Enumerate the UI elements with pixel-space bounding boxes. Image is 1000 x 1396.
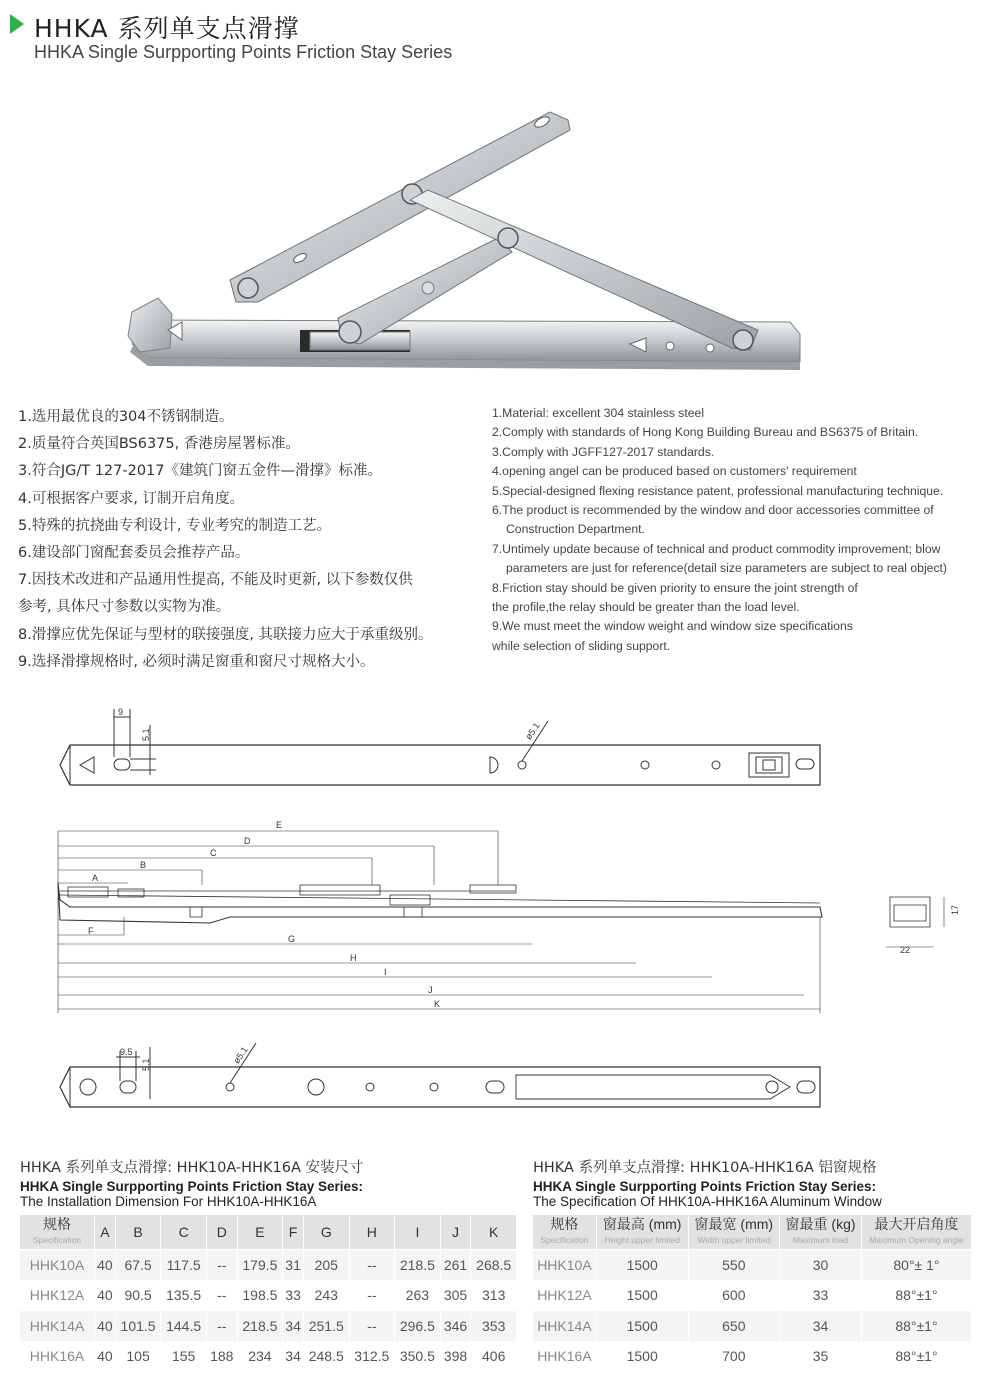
spec-cell: 1500 [597,1342,688,1372]
install-col-header: C [161,1215,206,1249]
rivet-3 [339,321,361,343]
dimension-cell: 218.5 [395,1250,440,1280]
dim-top-slot-h: 5.1 [141,728,151,741]
dimension-cell: 350.5 [395,1342,440,1372]
spec-cell: 88°±1° [862,1342,971,1372]
spec-col-header [597,1215,688,1249]
sash-arm [230,112,570,302]
spec-cell: 30 [780,1250,861,1280]
spec-col-header [780,1215,861,1249]
spec-col-header-sub: Maximum Opening angle [869,1235,964,1245]
drawing-profile-section [886,897,960,955]
feature-en-item: 8.Friction stay should be given priority to ensure the joint strength of [492,580,858,595]
feature-cn-item: 3.符合JG/T 127-2017《建筑门窗五金件—滑撑》标准。 [18,463,383,480]
track-hole-2 [706,344,714,352]
dimension-cell: -- [350,1281,395,1311]
spec-cell: 600 [689,1281,780,1311]
dimension-cell: 268.5 [471,1250,516,1280]
model-cell: HHK16A [533,1342,596,1372]
install-col-header: K [471,1215,516,1249]
install-col-header: E [238,1215,283,1249]
support-arm-logo [422,282,434,294]
table-row [20,1281,516,1311]
dimension-cell: 135.5 [161,1281,206,1311]
dimension-cell: 346 [441,1311,471,1341]
dimension-cell: 353 [471,1311,516,1341]
feature-en-item: 2.Comply with standards of Hong Kong Building Bureau and BS6375 of Britain. [492,425,919,440]
spec-col-header [533,1215,596,1249]
table-row [20,1250,516,1280]
spec-col-header-sub: Height upper limited [604,1235,680,1245]
dimension-cell: 40 [95,1281,115,1311]
spec-table-title [533,1156,882,1209]
spec-table-title-en2: The Specification Of HHK10A-HHK16A Aluminum Window [533,1194,882,1209]
feature-cn-item: 8.滑撑应优先保证与型材的联接强度, 其联接力应大于承重级别。 [18,626,433,643]
install-dimension-table [19,1214,517,1372]
dim-letter-h: H [350,953,357,963]
dim-letter-d: D [244,836,251,846]
dimension-cell: 296.5 [395,1311,440,1341]
table-row [20,1342,516,1372]
model-cell: HHK12A [533,1281,596,1311]
spec-cell: 550 [689,1250,780,1280]
install-col-header: F [283,1215,303,1249]
feature-en-item: 5.Special-designed flexing resistance patent, professional manufacturing technique. [492,483,944,498]
dim-letter-c: C [210,848,217,858]
dim-profile-height: 17 [950,904,960,915]
spec-col-header-main: 规格 [550,1216,579,1232]
dimension-cell: 248.5 [304,1342,349,1372]
dimension-cell: 40 [95,1311,115,1341]
feature-en-item: Construction Department. [506,522,645,537]
dimension-cell: 40 [95,1342,115,1372]
spec-col-header [689,1215,780,1249]
dim-letter-b: B [140,860,147,870]
feature-en-item: 7.Untimely update because of technical and product commodity improvement; blow [492,541,941,556]
dimension-cell: 251.5 [304,1311,349,1341]
dim-top-hole: ø5.1 [523,720,542,742]
feature-cn-item: 2.质量符合英国BS6375, 香港房屋署标准。 [18,436,300,453]
model-cell: HHK12A [20,1281,94,1311]
install-spec-sub: Specification [32,1235,82,1245]
spec-cell: 88°±1° [862,1281,971,1311]
features-en-list [492,404,988,656]
spec-col-header-main: 窗最重 (kg) [785,1216,856,1232]
spec-table-title-en1: HHKA Single Surpporting Points Friction Stay Series: [533,1179,877,1194]
dim-letter-a: A [92,873,99,883]
table-row [533,1342,971,1372]
dimension-cell: 155 [161,1342,206,1372]
features-cn-list [18,404,488,676]
dimension-cell: 34 [283,1311,303,1341]
spec-cell: 80°± 1° [862,1250,971,1280]
spec-col-header-main: 窗最高 (mm) [602,1216,682,1232]
dimension-cell: 117.5 [161,1250,206,1280]
feature-en-item: 6.The product is recommended by the window and door accessories committee of [492,503,934,518]
spec-cell: 88°±1° [862,1311,971,1341]
window-spec-table [532,1214,972,1372]
install-col-header: J [441,1215,471,1249]
feature-cn-item: 9.选择滑撑规格时, 必须时满足窗重和窗尺寸规格大小。 [18,653,375,670]
model-cell: HHK14A [533,1311,596,1341]
feature-en-item: parameters are just for reference(detail size parameters are subject to real object) [506,561,947,576]
dimension-cell: -- [207,1311,237,1341]
dimension-cell: 105 [116,1342,161,1372]
title-arrow-icon [10,14,24,34]
spec-col-header-sub: Maximum load [792,1235,849,1245]
dimension-cell: 263 [395,1281,440,1311]
dimension-cell: 312.5 [350,1342,395,1372]
model-cell: HHK16A [20,1342,94,1372]
spec-cell: 34 [780,1311,861,1341]
table-row [533,1311,971,1341]
install-col-header: A [95,1215,115,1249]
install-table-title-cn: HHKA 系列单支点滑撑: HHK10A-HHK16A 安装尺寸 [20,1160,364,1176]
spec-cell: 35 [780,1342,861,1372]
dim-letter-g: G [288,934,296,944]
spec-table-header-row [533,1215,971,1249]
spec-col-header-sub: Specification [540,1235,589,1245]
rivet-1 [238,278,258,298]
table-row [20,1311,516,1341]
dimension-cell: -- [350,1311,395,1341]
dim-letter-f: F [88,926,94,936]
dimension-cell: 34 [283,1342,303,1372]
dimension-cell: 243 [304,1281,349,1311]
drawing-side-view [58,820,822,1013]
page-title-en: HHKA Single Surpporting Points Friction Stay Series [34,42,453,62]
feature-cn-item: 6.建设部门窗配套委员会推荐产品。 [18,545,250,562]
dimension-cell: 188 [207,1342,237,1372]
track-hole [666,342,674,350]
track-end-stopper [128,298,172,352]
dimension-cell: 33 [283,1281,303,1311]
install-col-header: D [207,1215,237,1249]
dimension-cell: 31 [283,1250,303,1280]
rivet-4 [498,228,518,248]
model-cell: HHK10A [533,1250,596,1280]
drawing-bottom-view [60,1043,820,1107]
spec-cell: 1500 [597,1311,688,1341]
install-table-title [20,1156,363,1209]
table-row [533,1281,971,1311]
feature-en-item: 1.Material: excellent 304 stainless steel [492,406,705,420]
install-col-header: B [116,1215,161,1249]
dimension-cell: 406 [471,1342,516,1372]
dim-bottom-hole: ø5.1 [231,1044,250,1066]
dimension-cell: 218.5 [238,1311,283,1341]
dim-bottom-slot-h: 5.1 [141,1058,151,1071]
feature-en-item: while selection of sliding support. [492,638,671,653]
spec-col-header-main: 最大开启角度 [874,1216,959,1232]
dimension-cell: 234 [238,1342,283,1372]
dimension-cell: 67.5 [116,1250,161,1280]
spec-cell: 1500 [597,1250,688,1280]
table-row [533,1250,971,1280]
rivet-5 [733,330,753,350]
install-spec-header [20,1215,94,1249]
spec-cell: 650 [689,1311,780,1341]
feature-en-item: 3.Comply with JGFF127-2017 standards. [492,444,715,459]
dim-letter-i: I [384,967,387,977]
dim-bottom-slot-w: 9.5 [120,1047,133,1057]
page-title-cn: HHKA 系列单支点滑撑 [34,14,300,43]
dim-letter-k: K [434,999,441,1009]
install-table-title-en1: HHKA Single Surpporting Points Friction Stay Series: [20,1179,364,1194]
feature-cn-item: 参考, 具体尺寸参数以实物为准。 [18,599,231,616]
install-table-header-row [20,1215,516,1249]
spec-table-title-cn: HHKA 系列单支点滑撑: HHK10A-HHK16A 铝窗规格 [533,1160,877,1176]
spec-cell: 33 [780,1281,861,1311]
feature-en-item: 9.We must meet the window weight and window size specifications [492,619,853,634]
feature-cn-item: 7.因技术改进和产品通用性提高, 不能及时更新, 以下参数仅供 [18,572,413,589]
spec-col-header-main: 窗最宽 (mm) [694,1216,774,1232]
install-col-header: I [395,1215,440,1249]
model-cell: HHK10A [20,1250,94,1280]
dimension-cell: 101.5 [116,1311,161,1341]
install-col-header: H [350,1215,395,1249]
feature-en-item: the profile,the relay should be greater than the load level. [492,600,800,615]
dimension-cell: 90.5 [116,1281,161,1311]
spec-cell: 1500 [597,1281,688,1311]
dim-letter-j: J [428,985,433,995]
install-table-title-en2: The Installation Dimension For HHK10A-HHK16A [20,1194,317,1209]
spec-col-header [862,1215,971,1249]
feature-en-item: 4.opening angel can be produced based on customers' requirement [492,464,857,479]
technical-drawing [0,695,1000,1125]
dimension-cell: 144.5 [161,1311,206,1341]
install-col-header: G [304,1215,349,1249]
dimension-cell: -- [207,1281,237,1311]
model-cell: HHK14A [20,1311,94,1341]
dimension-cell: 40 [95,1250,115,1280]
spec-col-header-sub: Width upper limited [697,1235,771,1245]
dimension-cell: -- [350,1250,395,1280]
feature-cn-item: 4.可根据客户要求, 订制开启角度。 [18,490,245,507]
dimension-cell: 313 [471,1281,516,1311]
dimension-cell: -- [207,1250,237,1280]
drawing-top-view [60,707,820,785]
install-spec-label: 规格 [43,1216,71,1232]
friction-stay-product-image [110,82,830,392]
dimension-cell: 261 [441,1250,471,1280]
feature-cn-item: 5.特殊的抗挠曲专利设计, 专业考究的制造工艺。 [18,517,332,534]
dim-top-slot-w: 9 [118,707,124,717]
dimension-cell: 179.5 [238,1250,283,1280]
feature-cn-item: 1.选用最优良的304不锈钢制造。 [18,409,234,425]
dimension-cell: 398 [441,1342,471,1372]
spec-cell: 700 [689,1342,780,1372]
dimension-cell: 305 [441,1281,471,1311]
dimension-cell: 198.5 [238,1281,283,1311]
dim-profile-width: 22 [900,945,911,955]
dim-letter-e: E [276,820,283,830]
dimension-cell: 205 [304,1250,349,1280]
